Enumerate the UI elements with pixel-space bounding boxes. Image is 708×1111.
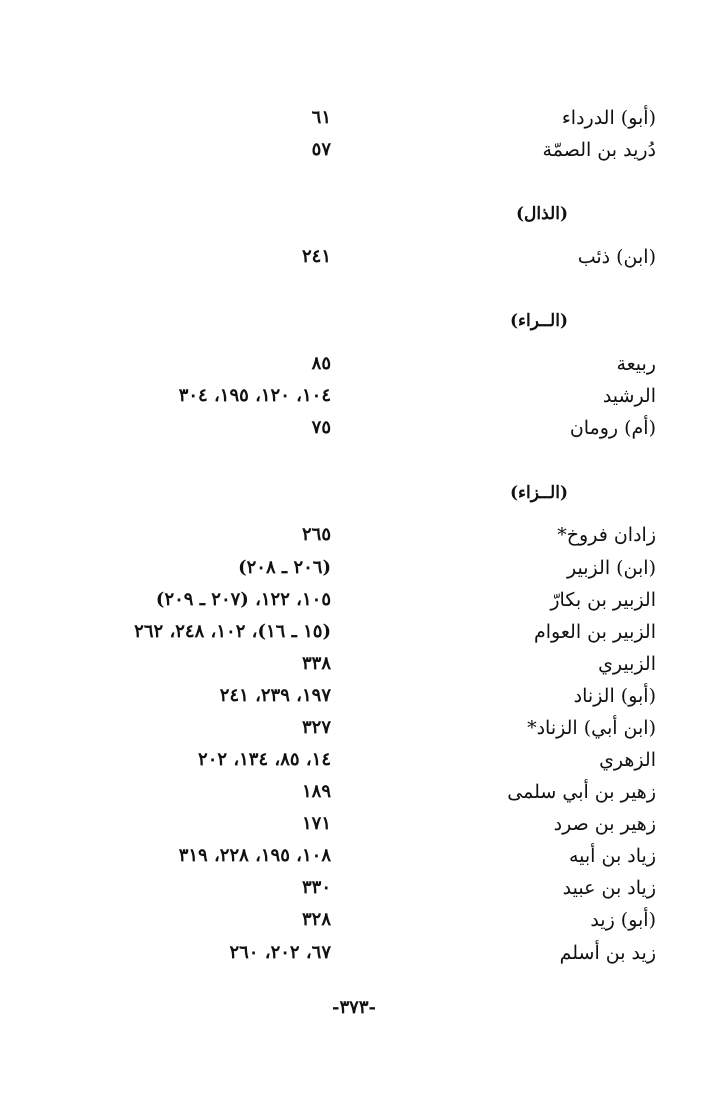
index-entry	[0, 380, 708, 412]
index-entry	[0, 102, 708, 134]
page-number: -٣٧٣-	[332, 997, 376, 1018]
entry-name: (أبو) الدرداء	[561, 107, 656, 129]
section-heading-text: (الذال)	[516, 204, 568, 224]
index-entry	[0, 904, 708, 936]
index-entry	[0, 412, 708, 444]
index-entry	[0, 680, 708, 712]
entry-pages: ٣٣٨	[301, 653, 331, 674]
entry-pages: ٣٣٠	[301, 877, 331, 898]
entry-name: (ابن أبي) الزناد*	[527, 717, 656, 739]
index-entry	[0, 552, 708, 584]
entry-pages: (٢٠٦ ـ ٢٠٨)	[238, 557, 331, 578]
index-entry	[0, 519, 708, 551]
entry-pages: ١٤، ٨٥، ١٣٤، ٢٠٢	[198, 749, 331, 770]
entry-name: زادان فروخ*	[557, 524, 656, 546]
entry-pages: ٦١	[311, 107, 331, 128]
entry-name: الزبير بن العوام	[534, 621, 656, 643]
index-entry	[0, 648, 708, 680]
entry-pages: ١٩٧، ٢٣٩، ٢٤١	[219, 685, 331, 706]
entry-pages: ١٠٤، ١٢٠، ١٩٥، ٣٠٤	[178, 385, 331, 406]
index-entry	[0, 744, 708, 776]
entry-name: زهير بن صرد	[553, 813, 656, 835]
entry-pages: ٧٥	[311, 417, 331, 438]
entry-pages: ١٧١	[301, 813, 331, 834]
entry-name: الزهري	[599, 749, 656, 771]
index-entry	[0, 348, 708, 380]
entry-name: (ابن) الزبير	[567, 557, 656, 579]
entry-name: (أبو) الزناد	[573, 685, 656, 707]
entry-name: زهير بن أبي سلمى	[507, 781, 656, 803]
entry-name: زيد بن أسلم	[559, 942, 656, 964]
entry-name: زياد بن أبيه	[568, 845, 656, 867]
index-entry	[0, 776, 708, 808]
entry-name: الزبير بن بكارّ	[550, 589, 656, 611]
entry-pages: ١٠٨، ١٩٥، ٢٢٨، ٣١٩	[178, 845, 331, 866]
entry-name: (أم) رومان	[569, 417, 656, 439]
entry-pages: ٨٥	[311, 353, 331, 374]
section-heading-text: (الــزاء)	[509, 483, 568, 503]
section-heading	[0, 198, 708, 230]
entry-name: دُريد بن الصمّة	[542, 139, 656, 161]
entry-name: (أبو) زيد	[590, 909, 656, 931]
entry-pages: ٣٢٧	[301, 717, 331, 738]
index-entry	[0, 616, 708, 648]
index-entry	[0, 134, 708, 166]
entry-pages: ٦٧، ٢٠٢، ٢٦٠	[229, 942, 331, 963]
section-heading	[0, 305, 708, 337]
index-entry	[0, 808, 708, 840]
index-entry	[0, 840, 708, 872]
index-entry	[0, 937, 708, 969]
entry-name: الزبيري	[598, 653, 656, 675]
index-entry	[0, 584, 708, 616]
section-heading	[0, 477, 708, 509]
entry-pages: ٢٦٥	[301, 524, 331, 545]
entry-name: الرشيد	[602, 385, 656, 407]
entry-name: ربيعة	[616, 353, 656, 375]
entry-pages: ٥٧	[311, 139, 331, 160]
section-heading-text: (الــراء)	[509, 311, 568, 331]
entry-pages: ٣٢٨	[301, 909, 331, 930]
index-entry	[0, 712, 708, 744]
entry-pages: ٢٤١	[301, 246, 331, 267]
index-entry	[0, 241, 708, 273]
index-entry	[0, 872, 708, 904]
entry-name: زياد بن عبيد	[562, 877, 656, 899]
entry-pages: (١٥ ـ ١٦)، ١٠٢، ٢٤٨، ٢٦٢	[134, 621, 331, 642]
entry-name: (ابن) ذئب	[577, 246, 656, 268]
entry-pages: ١٠٥، ١٢٢، (٢٠٧ ـ ٢٠٩)	[155, 589, 331, 610]
entry-pages: ١٨٩	[301, 781, 331, 802]
